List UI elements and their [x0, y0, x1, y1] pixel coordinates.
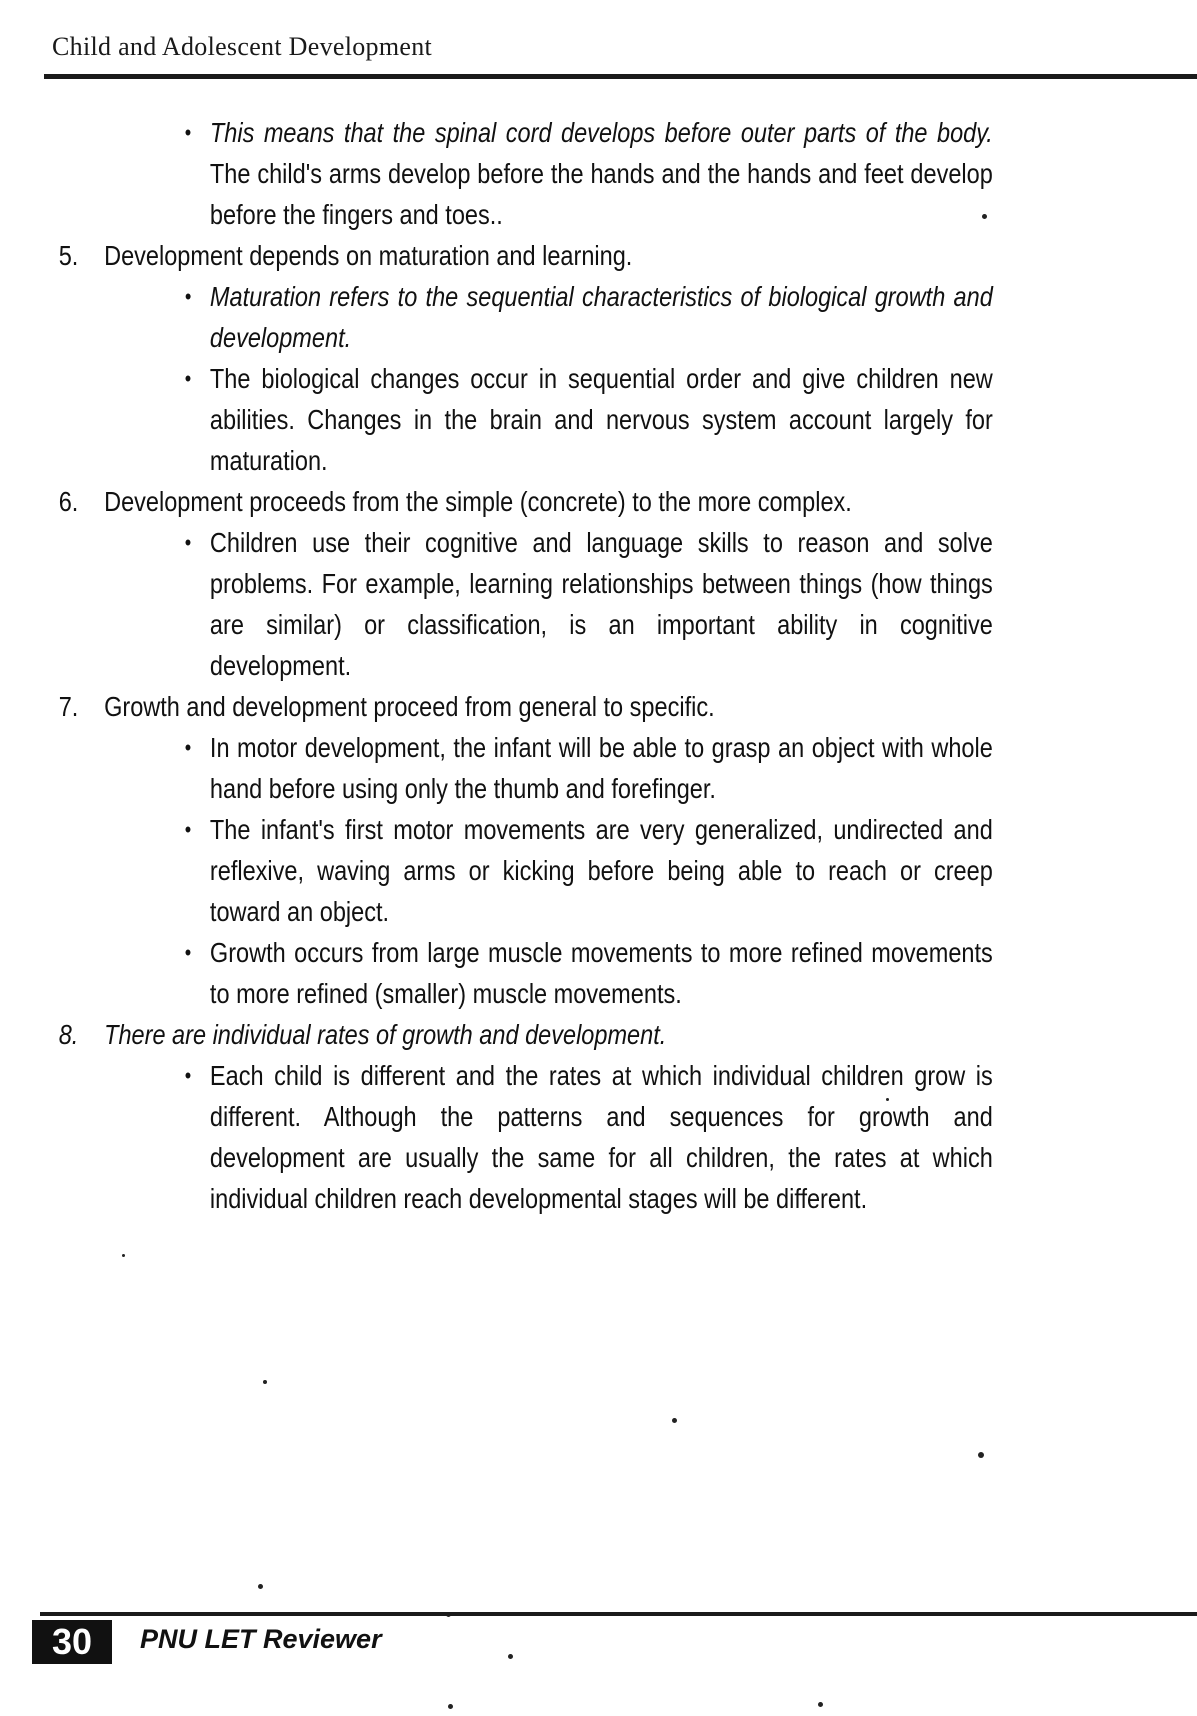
scan-speck — [122, 1254, 125, 1257]
list-item — [181, 932, 992, 1014]
scan-speck — [263, 1380, 267, 1384]
running-head: Child and Adolescent Development — [52, 32, 433, 61]
intro-bullet-text: The child's arms develop before the hands and the hands and feet develop before the fingers and toes.. — [209, 158, 993, 230]
intro-bullet — [181, 112, 992, 235]
principle-5-bullets — [52, 276, 993, 481]
list-item — [181, 727, 992, 809]
bullet-text: The infant's first motor movements are very generalized, undirected and reflexive, waving arms or kicking before being able to reach or creep toward an object. — [209, 814, 993, 927]
principle-number: 6. — [58, 486, 79, 517]
footer-title: PNU LET Reviewer — [140, 1624, 382, 1654]
principle-title: Growth and development proceed from general to specific. — [104, 691, 715, 722]
list-item — [181, 276, 992, 358]
bullet-text: The biological changes occur in sequential order and give children new abilities. Changes in the brain and nervous system account largely for maturation. — [209, 363, 993, 476]
principle-number: 7. — [58, 691, 79, 722]
header-rule — [44, 74, 1197, 79]
principle-title: Development proceeds from the simple (concrete) to the more complex. — [104, 486, 852, 517]
principle-5 — [52, 235, 993, 276]
bullet-icon: • — [184, 735, 192, 760]
bullet-icon: • — [184, 284, 192, 309]
bullet-icon: • — [184, 1063, 192, 1088]
scan-speck — [508, 1654, 513, 1659]
scan-speck — [448, 1704, 453, 1709]
principle-number: 8. — [58, 1019, 79, 1050]
principle-7 — [52, 686, 993, 727]
page-number: 30 — [32, 1620, 112, 1664]
bullet-icon: • — [184, 530, 192, 555]
principle-6-bullets — [52, 522, 993, 686]
bullet-icon: • — [184, 817, 192, 842]
principle-title: Development depends on maturation and learning. — [104, 240, 633, 271]
scan-speck — [818, 1702, 823, 1707]
list-item — [181, 522, 992, 686]
bullet-text: In motor development, the infant will be able to grasp an object with whole hand before using only the thumb and forefinger. — [209, 732, 993, 804]
principle-title: There are individual rates of growth and development. — [104, 1019, 667, 1050]
bullet-text: Each child is different and the rates at which individual children grow is different. Although the patterns and sequences for growth and development are usually the same for all children, the rates at which individual children reach developmental stages will be different. — [209, 1060, 993, 1214]
principle-7-bullets — [52, 727, 993, 1014]
bullet-icon: • — [184, 366, 192, 391]
list-item — [181, 809, 992, 932]
footer-rule — [40, 1612, 1197, 1616]
body-text — [52, 112, 993, 1219]
principle-number: 5. — [58, 240, 79, 271]
bullet-text: Maturation refers to the sequential characteristics of biological growth and development. — [209, 281, 993, 353]
scan-speck — [672, 1418, 677, 1423]
scan-speck — [978, 1452, 984, 1458]
list-item — [181, 358, 992, 481]
list-item — [181, 1055, 992, 1219]
bullet-icon: • — [184, 120, 192, 145]
principle-8-bullets — [52, 1055, 993, 1219]
scan-speck — [982, 214, 987, 219]
bullet-text: Growth occurs from large muscle movements to more refined movements to more refined (smaller) muscle movements. — [209, 937, 993, 1009]
bullet-icon: • — [184, 940, 192, 965]
intro-bullet-list — [52, 112, 993, 235]
principle-6 — [52, 481, 993, 522]
principle-8 — [52, 1014, 993, 1055]
scan-speck — [886, 1098, 889, 1101]
intro-bullet-italic-text: This means that the spinal cord develops before outer parts of the body. — [209, 117, 993, 148]
bullet-text: Children use their cognitive and language skills to reason and solve problems. For example, learning relationships between things (how things are similar) or classification, is an important ability in cognitive development. — [209, 527, 993, 681]
scan-speck — [258, 1584, 263, 1589]
